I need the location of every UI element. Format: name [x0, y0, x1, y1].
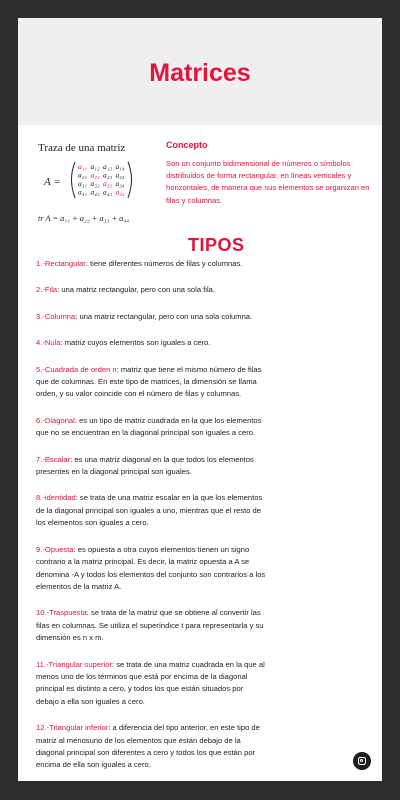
matrix-cell: a₄₃	[103, 187, 112, 197]
type-description: : matriz que tiene el mismo número de filas que de columnas. En este tipo de matrices, la dimensión se llama orden, y su valor coincide con el número de filas y columnas.	[36, 364, 262, 399]
types-list	[18, 256, 268, 772]
matrix-cell: a₄₄	[115, 187, 125, 197]
page-card	[18, 18, 382, 781]
type-description: : es opuesta a otra cuyos elementos tienen un signo contrario a la matriz principal. Es decir, la matriz opuesta a A se denomina -A y todos los elementos del conjunto son contrarios a los elementos de la matriz A.	[36, 544, 266, 591]
type-item	[36, 722, 268, 772]
instagram-icon[interactable]	[353, 752, 371, 770]
concept-text: Son un conjunto bidimensional de números o símbolos distribuidos de forma rectangular, en líneas verticales y horizontales, de manera que sus elementos se organizan en filas y columnas.	[166, 159, 370, 205]
matrix-cells	[78, 162, 125, 197]
matrix-left-paren	[72, 162, 76, 198]
type-item	[36, 492, 268, 529]
type-item	[36, 607, 268, 644]
matrix-cell: a₁₁	[78, 162, 87, 171]
matrix-cell: a₁₂	[90, 162, 100, 171]
matrix-cell: a₄₁	[78, 187, 87, 197]
type-term: 12.-Triangular inferior	[36, 723, 109, 733]
matrix-cell: a₂₃	[103, 170, 112, 180]
concept-block	[166, 137, 370, 229]
type-term: 2.-Fila	[36, 285, 58, 295]
type-description: : se trata de una matriz cuadrada en la que al menos uno de los términos que está por encima de la diagonal principal es distinto a cero, y todos los que están situados por debajo a ella son iguales a cero.	[36, 659, 265, 706]
type-term: 5.-Cuadrada de orden n	[36, 364, 117, 374]
matrix-cell: a₃₂	[90, 179, 100, 188]
type-term: 7.-Escalar	[36, 454, 71, 464]
matrix-cell: a₄₂	[90, 187, 100, 197]
matrix-cell: a₃₁	[78, 179, 87, 188]
section-title-tipos: TIPOS	[188, 235, 245, 255]
type-term: 3.-Columna	[36, 311, 76, 321]
concept-title: Concepto	[166, 140, 208, 150]
type-item	[36, 337, 268, 349]
figure-title: Traza de una matriz	[38, 142, 126, 154]
type-term: 11.-Triangular superior	[36, 659, 112, 669]
type-term: 10.-Traspuesta	[36, 608, 87, 618]
type-term: 8.-identidad	[36, 493, 76, 503]
matrix-cell: a₂₄	[115, 170, 125, 180]
figure-formula: tr A = a₁₁ + a₂₂ + a₃₃ + a₄₄	[38, 214, 130, 223]
matrix-cell: a₂₁	[78, 170, 87, 180]
matrix-cell: a₁₄	[115, 162, 125, 171]
type-item	[36, 659, 268, 709]
matrix-trace-figure	[36, 137, 162, 229]
type-description: : matriz cuyos elementos son iguales a cero.	[60, 338, 211, 348]
type-description: : es un tipo de matriz cuadrada en la que los elementos que no se encuentran en la diagonal principal son iguales a cero.	[36, 415, 262, 438]
type-term: 1.-Rectangular	[36, 259, 86, 268]
matrix-right-paren	[128, 162, 132, 198]
type-description: : tiene diferentes números de filas y columnas.	[85, 259, 243, 268]
matrix-cell: a₃₃	[103, 179, 112, 188]
type-item	[36, 454, 268, 479]
intro-section	[18, 125, 382, 229]
type-item	[36, 284, 268, 296]
type-description: : se trata de una matriz escalar en la que los elementos de la diagonal principal son iguales a uno, mientras que el resto de los elementos son iguales a cero.	[36, 493, 263, 528]
type-description: : una matriz rectangular, pero con una sola fila.	[57, 285, 215, 295]
matrix-cell: a₁₃	[103, 162, 112, 171]
type-description: : se trata de la matriz que se obtiene al convertir las filas en columnas. Se utiliza el superíndice t para representarla y su dimensión es n x m.	[36, 608, 264, 643]
type-description: : a diferencia del tipo anterior, en este tipo de matriz al menosuno de los elementos que están debajo de la diagonal principal son diferentes a cero y todos los que están por encima de ella son iguales a cero.	[36, 723, 260, 770]
type-item	[36, 415, 268, 440]
type-item	[36, 544, 268, 594]
matrix-cell: a₂₂	[90, 170, 100, 180]
type-term: 4.-Nula	[36, 338, 61, 348]
type-item	[36, 364, 268, 401]
type-description: : una matriz rectangular, pero con una sola columna.	[75, 311, 253, 321]
type-term: 6.-Diagonal	[36, 415, 75, 425]
figure-lhs: A =	[44, 176, 61, 188]
type-item	[36, 258, 268, 270]
type-term: 9.-Opuesta	[36, 544, 74, 554]
header	[18, 18, 382, 125]
matrix-cell: a₃₄	[115, 179, 125, 188]
page-title: Matrices	[149, 59, 251, 87]
type-item	[36, 311, 268, 323]
type-description: : es una matriz diagonal en la que todos los elementos presentes en la diagonal principal son iguales.	[36, 454, 254, 477]
